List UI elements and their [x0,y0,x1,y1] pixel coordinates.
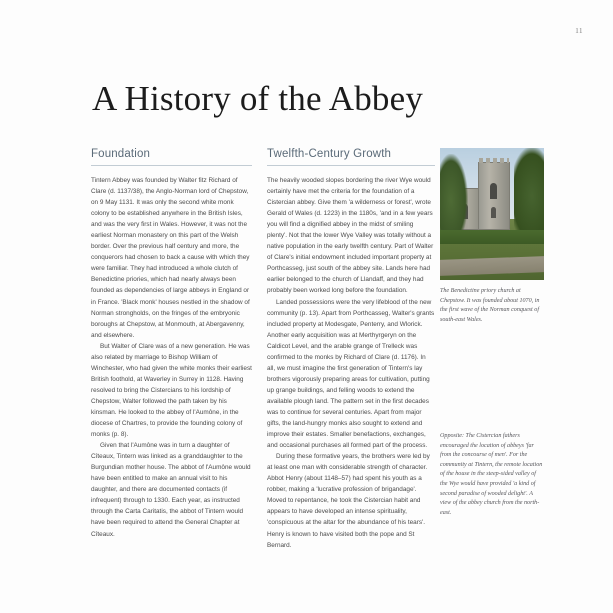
heading-rule [91,165,252,166]
text-column-2 [267,148,435,551]
paragraph: The heavily wooded slopes bordering the river Wye would certainly have met the criteria for the foundation of a Cistercian abbey. Give them 'a wilderness or forest', wrote Gerald of Wales (d. 1223) in the 1180s, 'and in a few years you will find a dignified abbey in the midst of smiling plenty'. Not that the lower Wye Valley was totally without a native population in the early twelfth century. Part of Walter of Clare's initial endowment included important property at Porthcasseg, just south of the abbey site. Lands here had earlier belonged to the church of Llandaff, and they had probably been worked long before the foundation. [267,177,434,295]
church-tower [478,162,510,230]
paragraph: During these formative years, the brothers were led by at least one man with considerable strength of character. Abbot Henry (about 1148–57) had spent his youth as a robber, making a 'lucrative profession of brigandage'. Moved to repentance, he took the Cistercian habit and appears to have developed an intense spirituality, 'conspicuous at the altar for the abundance of his tears'. Henry is known to have visited both the pope and St Bernard. [267,453,430,549]
tree-left [440,154,468,238]
column-2-body [267,175,435,551]
heading-rule [267,165,435,166]
tower-window-upper [490,183,497,199]
chepstow-priory-photo [440,148,544,280]
figure-caption-tintern: Opposite: The Cistercian fathers encouraged the location of abbeys 'far from the concourse of men'. For the community at Tintern, the remote location of the house in the steep-sided valley of the Wye would have provided 'a kind of second paradise of wooded delight'. A view of the abbey church from the north-east. [440,433,543,516]
figure-tintern [440,432,544,518]
figure-caption-chepstow: The Benedictine priory church at Chepstow. It was founded about 1070, in the first wave of the Norman conquest of south-east Wales. [440,288,540,323]
paragraph: Given that l'Aumône was in turn a daughter of Cîteaux, Tintern was linked as a granddaughter to the Burgundian mother house. The abbot of l'Aumône would have been entitled to make an annual visit to his daughter, and there are documented contacts (if infrequent) through to 1330. Each year, as instructed through the Carta Caritatis, the abbot of Tintern would have been required to attend the General Chapter at Cîteaux. [91,442,251,538]
hedge [440,230,544,244]
column-1-body [91,175,252,540]
figure-chepstow [440,148,544,325]
paragraph: Landed possessions were the very lifeblood of the new community (p. 13). Apart from Porthcasseg, Walter's grants included property at Modesgate, Penterry, and Wlorick. Another early acquisition was at Merthyrgeryn on the Caldicot Level, and the arable grange of Trelleck was confirmed to the monks by Richard of Clare (d. 1176). In all, we must imagine the first generation of Tintern's lay brothers vigorously preparing areas for cultivation, putting up grange buildings, and felling woods to extend the available plough land. The pattern set in the first decades was to continue for several centuries. Apart from major gifts, the land-hungry monks also sought to extend and improve their estates. Smaller benefactions, exchanges, and occasional purchases all formed part of the process. [267,298,435,450]
paragraph: Tintern Abbey was founded by Walter fitz Richard of Clare (d. 1137/38), the Anglo-Norman lord of Chepstow, on 9 May 1131. It was only the second white monk colony to be established anywhere in the British Isles, and was the very first in Wales. However, it was not the earliest Norman monastery on this part of the Welsh border. Over the previous half century and more, the conquerors had chosen to back a cause with which they were familiar. They had introduced a whole clutch of Benedictine priories, which had nearly always been founded as dependencies of large abbeys in England or in France. 'Black monk' houses nestled in the shadow of Norman strongholds, on the fringes of the embryonic boroughs at Chepstow, at Monmouth, at Abergavenny, and elsewhere. [91,177,250,339]
text-column-1 [91,148,252,540]
page-title: A History of the Abbey [92,79,424,119]
folio-number: 11 [575,27,583,35]
tower-window-lower [491,207,496,218]
section-heading-twelfth-century-growth: Twelfth-Century Growth [267,148,392,160]
paragraph: But Walter of Clare was of a new generation. He was also related by marriage to Bishop William of Winchester, who had given the white monks their earliest British foothold, at Waverley in Surrey in 1128. Having resolved to bring the Cistercians to his lordship of Chepstow, Walter followed the path taken by his kinsman. He looked to the abbey of l'Aumône, in the diocese of Chartres, to provide the founding colony of monks (p. 8). [91,342,252,439]
section-heading-foundation: Foundation [91,148,151,160]
